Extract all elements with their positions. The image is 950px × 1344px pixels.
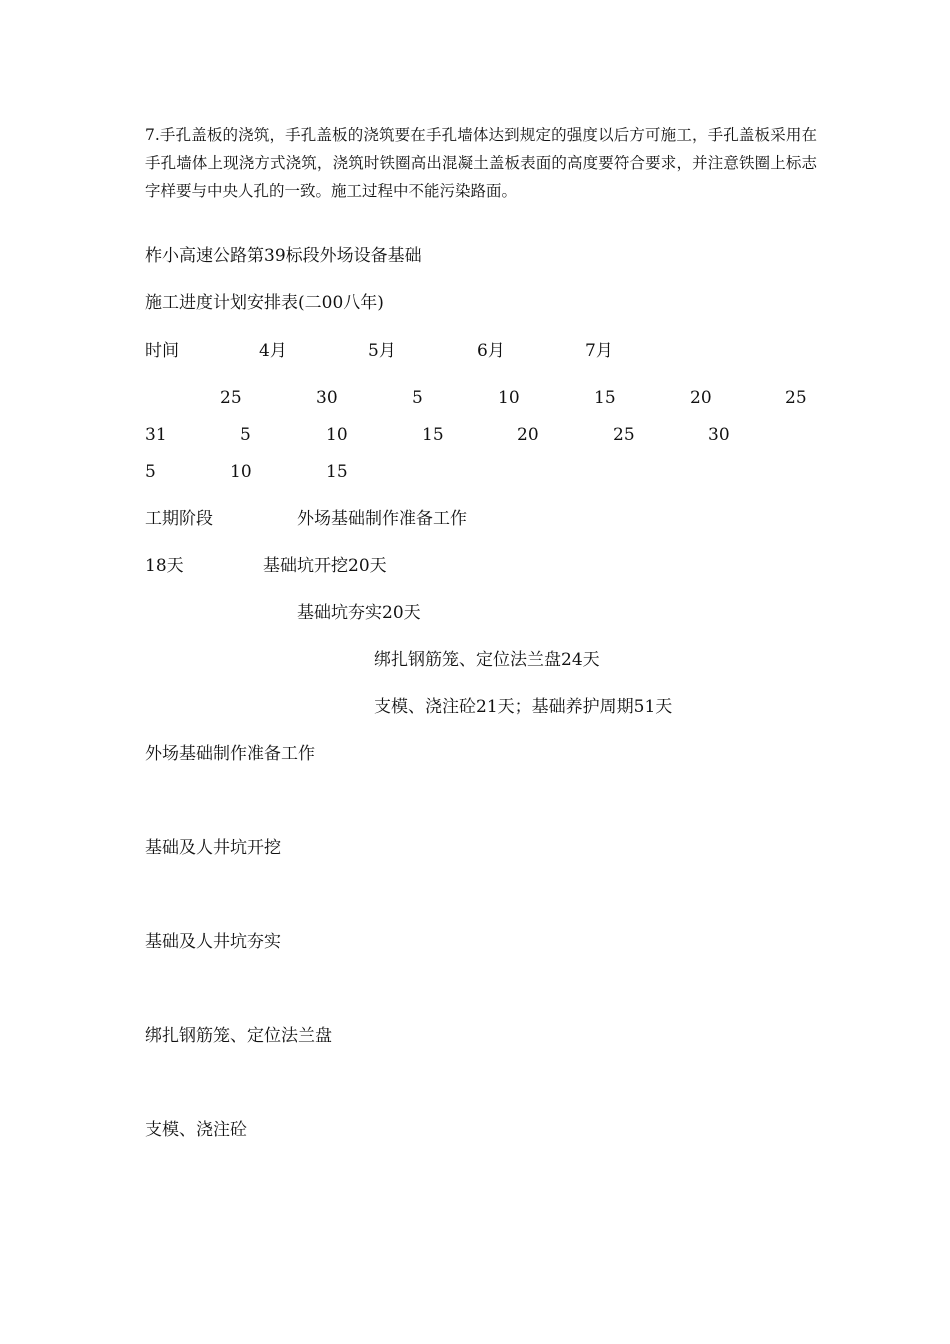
task-item: 基础及人井坑开挖	[145, 838, 281, 858]
month-may: 5月	[368, 341, 396, 361]
date-cell: 5	[145, 462, 156, 482]
date-cell: 10	[230, 462, 252, 482]
schedule-table-title: 施工进度计划安排表(二00八年)	[145, 293, 384, 313]
formwork-duration: 支模、浇注砼21天；基础养护周期51天	[374, 697, 673, 717]
duration-18-days: 18天	[145, 556, 184, 576]
date-cell: 5	[240, 425, 251, 445]
month-june: 6月	[477, 341, 505, 361]
dig-duration: 基础坑开挖20天	[263, 556, 387, 576]
date-cell: 25	[613, 425, 635, 445]
stage-label: 工期阶段	[145, 509, 213, 529]
task-item: 支模、浇注砼	[145, 1120, 247, 1140]
date-cell: 25	[220, 388, 242, 408]
construction-note-paragraph: 7.手孔盖板的浇筑，手孔盖板的浇筑要在手孔墙体达到规定的强度以后方可施工，手孔盖板采用在手孔墙体上现浇方式浇筑，浇筑时铁圈高出混凝土盖板表面的高度要符合要求，并注意铁圈上标志字样要与中央人孔的一致。施工过程中不能污染路面。	[145, 126, 817, 200]
date-cell: 25	[785, 388, 807, 408]
rebar-duration: 绑扎钢筋笼、定位法兰盘24天	[374, 650, 600, 670]
date-cell: 20	[690, 388, 712, 408]
date-cell: 30	[708, 425, 730, 445]
month-july: 7月	[585, 341, 613, 361]
compact-duration: 基础坑夯实20天	[297, 603, 421, 623]
task-item: 外场基础制作准备工作	[145, 744, 315, 764]
date-cell: 5	[412, 388, 423, 408]
time-label: 时间	[145, 341, 179, 361]
date-cell: 10	[498, 388, 520, 408]
date-cell: 15	[594, 388, 616, 408]
date-cell: 10	[326, 425, 348, 445]
month-april: 4月	[259, 341, 287, 361]
stage-first-task: 外场基础制作准备工作	[297, 509, 467, 529]
date-cell: 31	[145, 425, 167, 445]
date-cell: 15	[326, 462, 348, 482]
project-title: 柞小高速公路第39标段外场设备基础	[145, 246, 422, 266]
task-item: 绑扎钢筋笼、定位法兰盘	[145, 1026, 332, 1046]
date-cell: 15	[422, 425, 444, 445]
task-item: 基础及人井坑夯实	[145, 932, 281, 952]
date-cell: 30	[316, 388, 338, 408]
date-cell: 20	[517, 425, 539, 445]
